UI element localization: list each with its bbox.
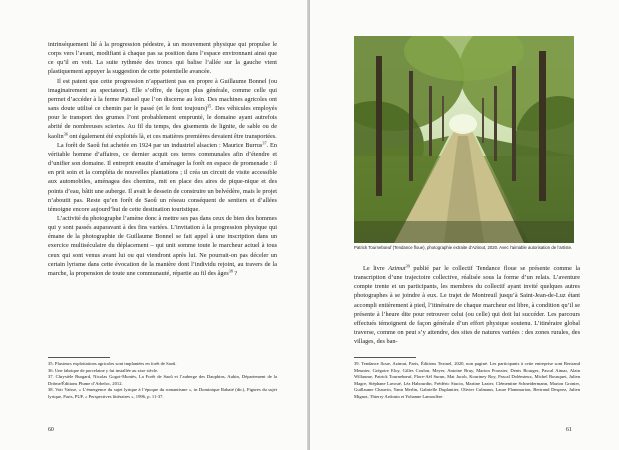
right-body-text bbox=[354, 264, 580, 346]
paragraph-text: Le livre bbox=[363, 265, 389, 272]
paragraph-text: intrinsèquement lié à la progression pédestre, à un mouvement physique qui propulse le corps vers l’avant, modifiant à chaque pas sa position dans l’espace environnant ainsi que ce qu’il en voit. La suite rythmée des troncs qui balise l’allée sur la gauche vient plastiquement appuyer la suggestion de cette potentielle avancée. bbox=[48, 41, 277, 76]
paragraph-4 bbox=[48, 214, 277, 278]
caption-text: , 2020. Avec l’aimable autorisation de l’artiste. bbox=[485, 245, 573, 250]
caption-title: Azimut bbox=[471, 245, 486, 250]
book-title: Azimut bbox=[388, 265, 406, 272]
left-page bbox=[0, 0, 309, 450]
left-footnotes bbox=[48, 361, 277, 400]
forest-path-photo bbox=[354, 36, 574, 243]
footnote-ref[interactable]: 35 bbox=[207, 103, 212, 109]
paragraph-text: . En véritable homme d’affaires, ce dernier acquit ces terres communales afin d’étendre et d’unifier son domaine. Il entreprit ensuite d’aménager la forêt en espace de promenade : il en prit soin et la compléta de nouvelles plantations ; il créa un circuit de visite accessible aux automobiles, aménagea des chemins, mit en place des aires de pique-nique et des points d’eau, bâtit une auberge. Il avait le dessein de construire un belvédère, mais le projet n’aboutit pas. Reste qu’en forêt de Saoû un réseau conséquent de sentiers et d’allées témoigne encore aujourd’hui de cette destination touristique. bbox=[48, 141, 277, 213]
footnote-ref[interactable]: 37 bbox=[262, 140, 267, 146]
right-footnotes bbox=[354, 361, 580, 400]
footnote-ref[interactable]: 38 bbox=[228, 268, 233, 274]
paragraph-text: ont également été exploités là, et ces matières premières devaient être transportées. bbox=[67, 132, 277, 140]
footnote-rule bbox=[48, 357, 110, 358]
paragraph-3 bbox=[48, 141, 277, 214]
left-body-text bbox=[48, 40, 277, 278]
paragraph-text: La forêt de Saoû fut achetée en 1924 par un industriel alsacien : Maurice Burrus bbox=[57, 141, 263, 149]
page-number: 61 bbox=[566, 427, 572, 433]
right-page bbox=[310, 0, 619, 450]
paragraph-2 bbox=[48, 77, 277, 141]
footnote-ref[interactable]: 36 bbox=[63, 131, 68, 137]
footnote: 38. Voir Vaïsse, « L’émergence du sujet lyrique à l’époque du romantisme », in Dominique Rabaté (dir.), Figures du sujet lyrique, Paris, PUF, « Perspectives littéraires », 1996, p. 11-37. bbox=[48, 387, 277, 399]
paragraph-text: ? bbox=[232, 269, 238, 277]
footnote: 36. Une fabrique de porcelaine y fut installée au xixe siècle. bbox=[48, 367, 159, 373]
forest-path-illustration bbox=[354, 36, 574, 243]
footnote-ref[interactable]: 39 bbox=[405, 263, 410, 269]
paragraph-text: . Des véhicules employés pour le transport des grumes l’ont probablement emprunté, le domaine ayant autrefois abrité de nombreuses scieries. Au fil du temps, des gisements de lignite, de sable ou de kaolin bbox=[48, 105, 277, 140]
paragraph-1 bbox=[48, 40, 277, 77]
paragraph-1 bbox=[354, 264, 580, 346]
photo-caption bbox=[354, 245, 576, 251]
footnote: 37. Chrystèle Burgard, Nicolas Gogot-Montès, La Forêt de Saoû et l’auberge des Dauphins, Aubin, Département de la Drôme/Éditions Plume d’Arbeloc, 2012. bbox=[48, 374, 277, 386]
footnote-rule bbox=[354, 357, 416, 358]
paragraph-text: L’activité du photographe l’amène donc à mettre ses pas dans ceux de bien des hommes qui y sont passés auparavant à des fins variées. L’invitation à la progression physique qui émane de la photographie de Guillaume Bonnel se fait appel à une inscription dans un exercice multiséculaire du déplacement – qui unit somme toute le marcheur actuel à tous ceux qui sont venus avant lui ou qui viendront après lui. Ne pourrait-on pas déceler un certain lyrisme dans cette évocation de la manière dont l’individu rejoint, au travers de la marche, la propension de toute une communauté, répartie au fil des âges bbox=[48, 214, 277, 277]
paragraph-text: Il est patent que cette progression n’appartient pas en propre à Guillaume Bonnel (ou imaginairement au spectateur). Elle s’offre, de façon plus générale, comme celle qui permet d’accéder à la ferme Patusel que l’on discerne au loin. Des machines agricoles ont sans doute utilisé ce chemin par le passé (et le font toujours) bbox=[48, 77, 277, 113]
page-number: 60 bbox=[48, 427, 54, 433]
footnote: 35. Plusieurs exploitations agricoles sont implantées en forêt de Saoû. bbox=[48, 361, 177, 366]
footnote: 39. Tendance floue, Azimut, Paris, Éditions Textuel, 2020, non paginé. Les participants à cette entreprise sont Bertrand Meunier, Grégoire Eloy, Gilles Coulon, Meyer, Antoine Bruy, Marion Poussier, Denis Bourges, Pascal Aimar, Alain Willaume, Patrick Tournebœuf, Flore-Aël Surun, Mat Jacob, Kourtney Roy, Pascal Dolémieux, Michel Bousquet, Julien Magre, Stéphane Lavoué, Léa Habourdin, Frédéric Stucin, Martine Lazier, Clémentine Schneidermann, Marion Gronier, Guillaume Chauvin, Yann Merlin, Gabrielle Duplantier, Olivier Culmann, Laure Flammarion, Bertrand Desprez, Julien Mignot, Thierry Ardouin et Yohanne Lamoulère. bbox=[354, 361, 580, 399]
caption-text: Patrick Tournebœuf (Tendance floue), photographie extraite d’ bbox=[354, 245, 472, 250]
paragraph-text: publié par le collectif Tendance floue se présente comme la transcription d’une trajectoire collective, réalisée sous la forme d’un relais. L’aventure compte trente et un participants, les membres du collectif ayant invité quelques autres photographes à se joindre à eux. Le trajet de Montreuil jusqu’à Saint-Jean-de-Luz étant accompli entièrement à pied, l’itinéraire de chaque marcheur est libre, à condition qu’il se présente à l’heure dite pour retrouver celui (ou celle) qui doit lui succéder. Les parcours effectués témoignent de façon générale d’un effort physique soutenu. L’itinéraire global traverse, comme on peut s’y attendre, des sites de natures variées : des zones rurales, des villages, des ban- bbox=[354, 265, 580, 346]
